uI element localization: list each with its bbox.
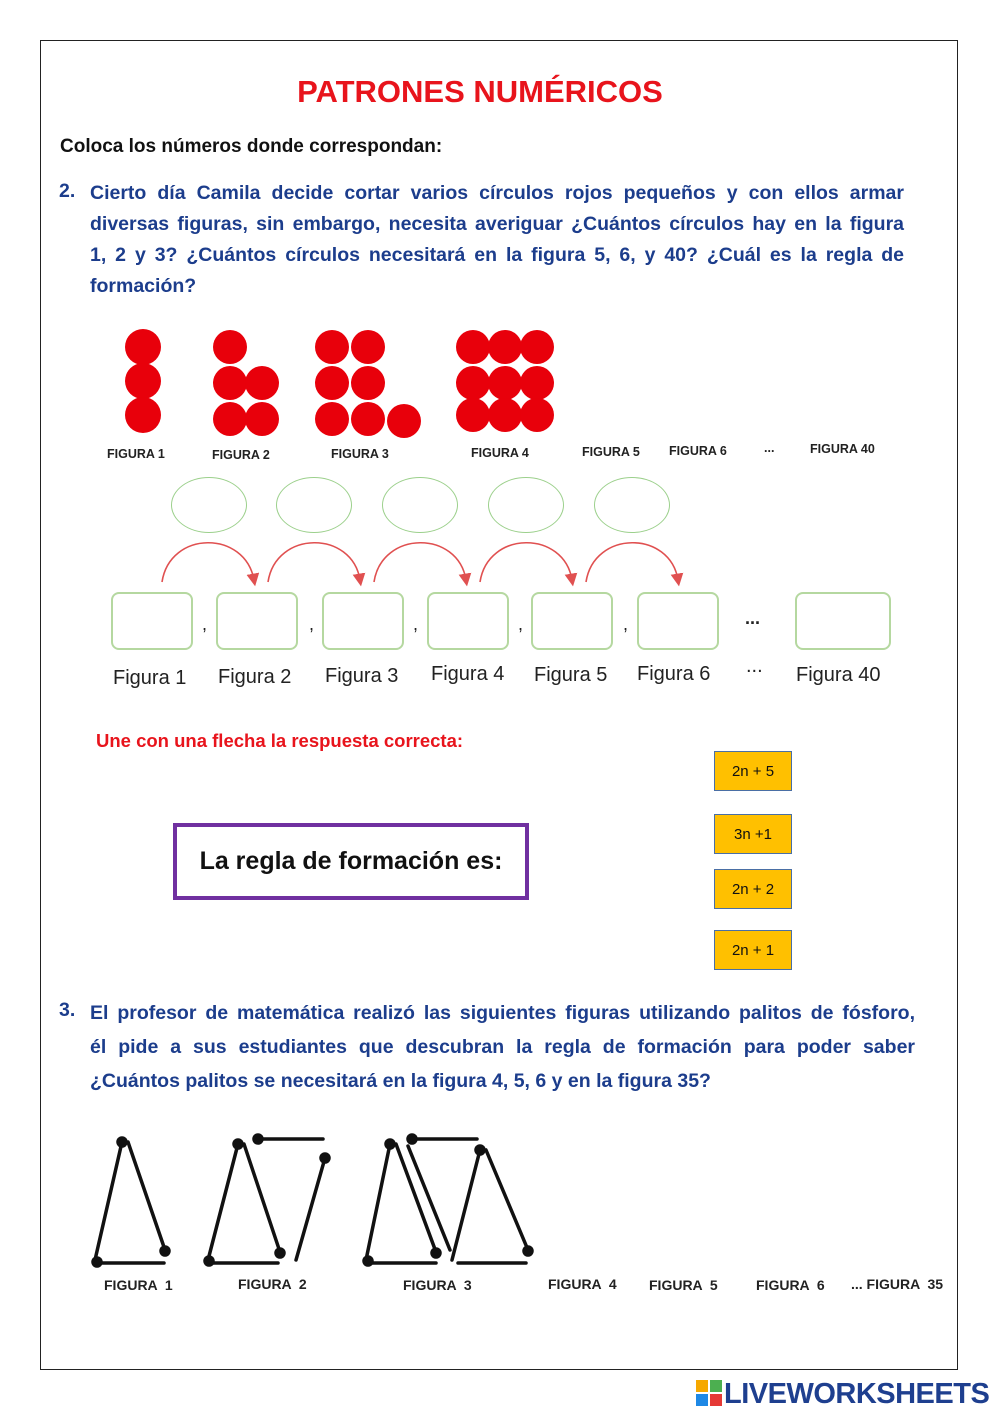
matchstick-figure-label: FIGURA 6 <box>756 1277 825 1293</box>
box-label: Figura 3 <box>325 665 399 687</box>
matchstick <box>296 1158 325 1260</box>
arrow-curve <box>162 543 254 582</box>
matchstick-figure-label: ... FIGURA 35 <box>851 1276 944 1292</box>
option-2n-plus-5[interactable]: 2n + 5 <box>714 751 792 791</box>
worksheet-title: PATRONES NUMÉRICOS <box>297 74 663 109</box>
matchstick <box>486 1150 528 1250</box>
matchstick <box>244 1144 280 1252</box>
question-2-line: 1, 2 y 3? ¿Cuántos círculos necesitará en la figura 5, 6, y 40? ¿Cuál es la regla de <box>90 244 904 266</box>
matchstick-figure-3 <box>364 1135 532 1265</box>
match-head <box>118 1138 126 1146</box>
box-label: Figura 1 <box>113 667 187 689</box>
question-3-line: él pide a sus estudiantes que descubran la regla de formación para poder saber <box>90 1036 915 1058</box>
match-head <box>93 1258 101 1266</box>
rule-prompt-box[interactable] <box>173 823 529 900</box>
match-head <box>161 1247 169 1255</box>
figure-label: FIGURA 4 <box>471 446 529 460</box>
matchstick <box>452 1150 480 1260</box>
match-head <box>386 1140 394 1148</box>
rule-prompt-text: La regla de formación es: <box>199 847 503 875</box>
figure-label: FIGURA 2 <box>212 448 270 462</box>
arrows-layer <box>0 0 1000 600</box>
box-label: Figura 40 <box>796 664 881 686</box>
match-head <box>476 1146 484 1154</box>
option-3n-plus-1[interactable]: 3n +1 <box>714 814 792 854</box>
match-head <box>205 1257 213 1265</box>
question-2-number: 2. <box>59 180 76 202</box>
matchstick <box>366 1144 390 1260</box>
figure-label: FIGURA 3 <box>331 447 389 461</box>
separator-comma: , <box>202 614 208 634</box>
figure-label: FIGURA 6 <box>669 444 727 458</box>
answer-box-figura-40[interactable] <box>795 592 891 650</box>
option-2n-plus-1[interactable]: 2n + 1 <box>714 930 792 970</box>
match-head <box>408 1135 416 1143</box>
question-3-line: El profesor de matemática realizó las siguientes figuras utilizando palitos de fósforo, <box>90 1002 915 1024</box>
matchstick <box>95 1142 122 1260</box>
match-head <box>364 1257 372 1265</box>
matchstick-figure-1 <box>93 1138 169 1266</box>
liveworksheets-logo[interactable]: LIVEWORKSHEETS <box>724 1378 990 1410</box>
question-3-number: 3. <box>59 999 76 1021</box>
figure-label: FIGURA 5 <box>582 445 640 459</box>
separator-comma: , <box>518 614 524 634</box>
match-head <box>432 1249 440 1257</box>
matchstick <box>208 1144 238 1260</box>
question-3-text <box>90 996 915 1098</box>
match-head <box>524 1247 532 1255</box>
figure-label-ellipsis: ... <box>764 441 775 455</box>
question-3-line: ¿Cuántos palitos se necesitará en la figura 4, 5, 6 y en la figura 35? <box>90 1070 711 1092</box>
logo-badge-icon <box>696 1380 722 1406</box>
figure-label: FIGURA 1 <box>107 447 165 461</box>
arrow-curve <box>480 543 572 582</box>
box-label-ellipsis: ... <box>746 655 763 677</box>
match-head <box>276 1249 284 1257</box>
option-2n-plus-2[interactable]: 2n + 2 <box>714 869 792 909</box>
matchstick-figure-label: FIGURA 4 <box>548 1276 617 1292</box>
answer-box-figura-4[interactable] <box>427 592 509 650</box>
match-instruction: Une con una flecha la respuesta correcta: <box>96 730 464 751</box>
match-head <box>234 1140 242 1148</box>
answer-box-figura-3[interactable] <box>322 592 404 650</box>
boxes-ellipsis: ... <box>745 608 761 628</box>
box-label: Figura 4 <box>431 663 505 685</box>
answer-box-figura-6[interactable] <box>637 592 719 650</box>
matchstick <box>128 1142 165 1250</box>
separator-comma: , <box>309 614 315 634</box>
box-label: Figura 6 <box>637 663 711 685</box>
question-2-line: diversas figuras, sin embargo, necesita averiguar ¿Cuántos círculos hay en la figura <box>90 213 904 235</box>
question-2-line: formación? <box>90 275 197 297</box>
separator-comma: , <box>413 614 419 634</box>
matchstick-figure-label: FIGURA 3 <box>403 1277 472 1293</box>
matchstick-figure-label: FIGURA 2 <box>238 1276 307 1292</box>
answer-box-figura-5[interactable] <box>531 592 613 650</box>
question-2-line: Cierto día Camila decide cortar varios círculos rojos pequeños y con ellos armar <box>90 182 904 204</box>
box-label: Figura 2 <box>218 666 292 688</box>
matchstick-figure-label: FIGURA 1 <box>104 1277 173 1293</box>
match-head <box>254 1135 262 1143</box>
matchstick-figure-label: FIGURA 5 <box>649 1277 718 1293</box>
matchstick-figure-2 <box>205 1135 329 1265</box>
answer-box-figura-1[interactable] <box>111 592 193 650</box>
separator-comma: , <box>623 614 629 634</box>
answer-box-figura-2[interactable] <box>216 592 298 650</box>
figure-label: FIGURA 40 <box>810 442 875 456</box>
arrow-curve <box>374 543 466 582</box>
arrow-curve <box>586 543 678 582</box>
match-head <box>321 1154 329 1162</box>
instruction-text: Coloca los números donde correspondan: <box>60 136 443 157</box>
box-label: Figura 5 <box>534 664 608 686</box>
arrow-curve <box>268 543 360 582</box>
matchstick-figures <box>0 1120 1000 1280</box>
